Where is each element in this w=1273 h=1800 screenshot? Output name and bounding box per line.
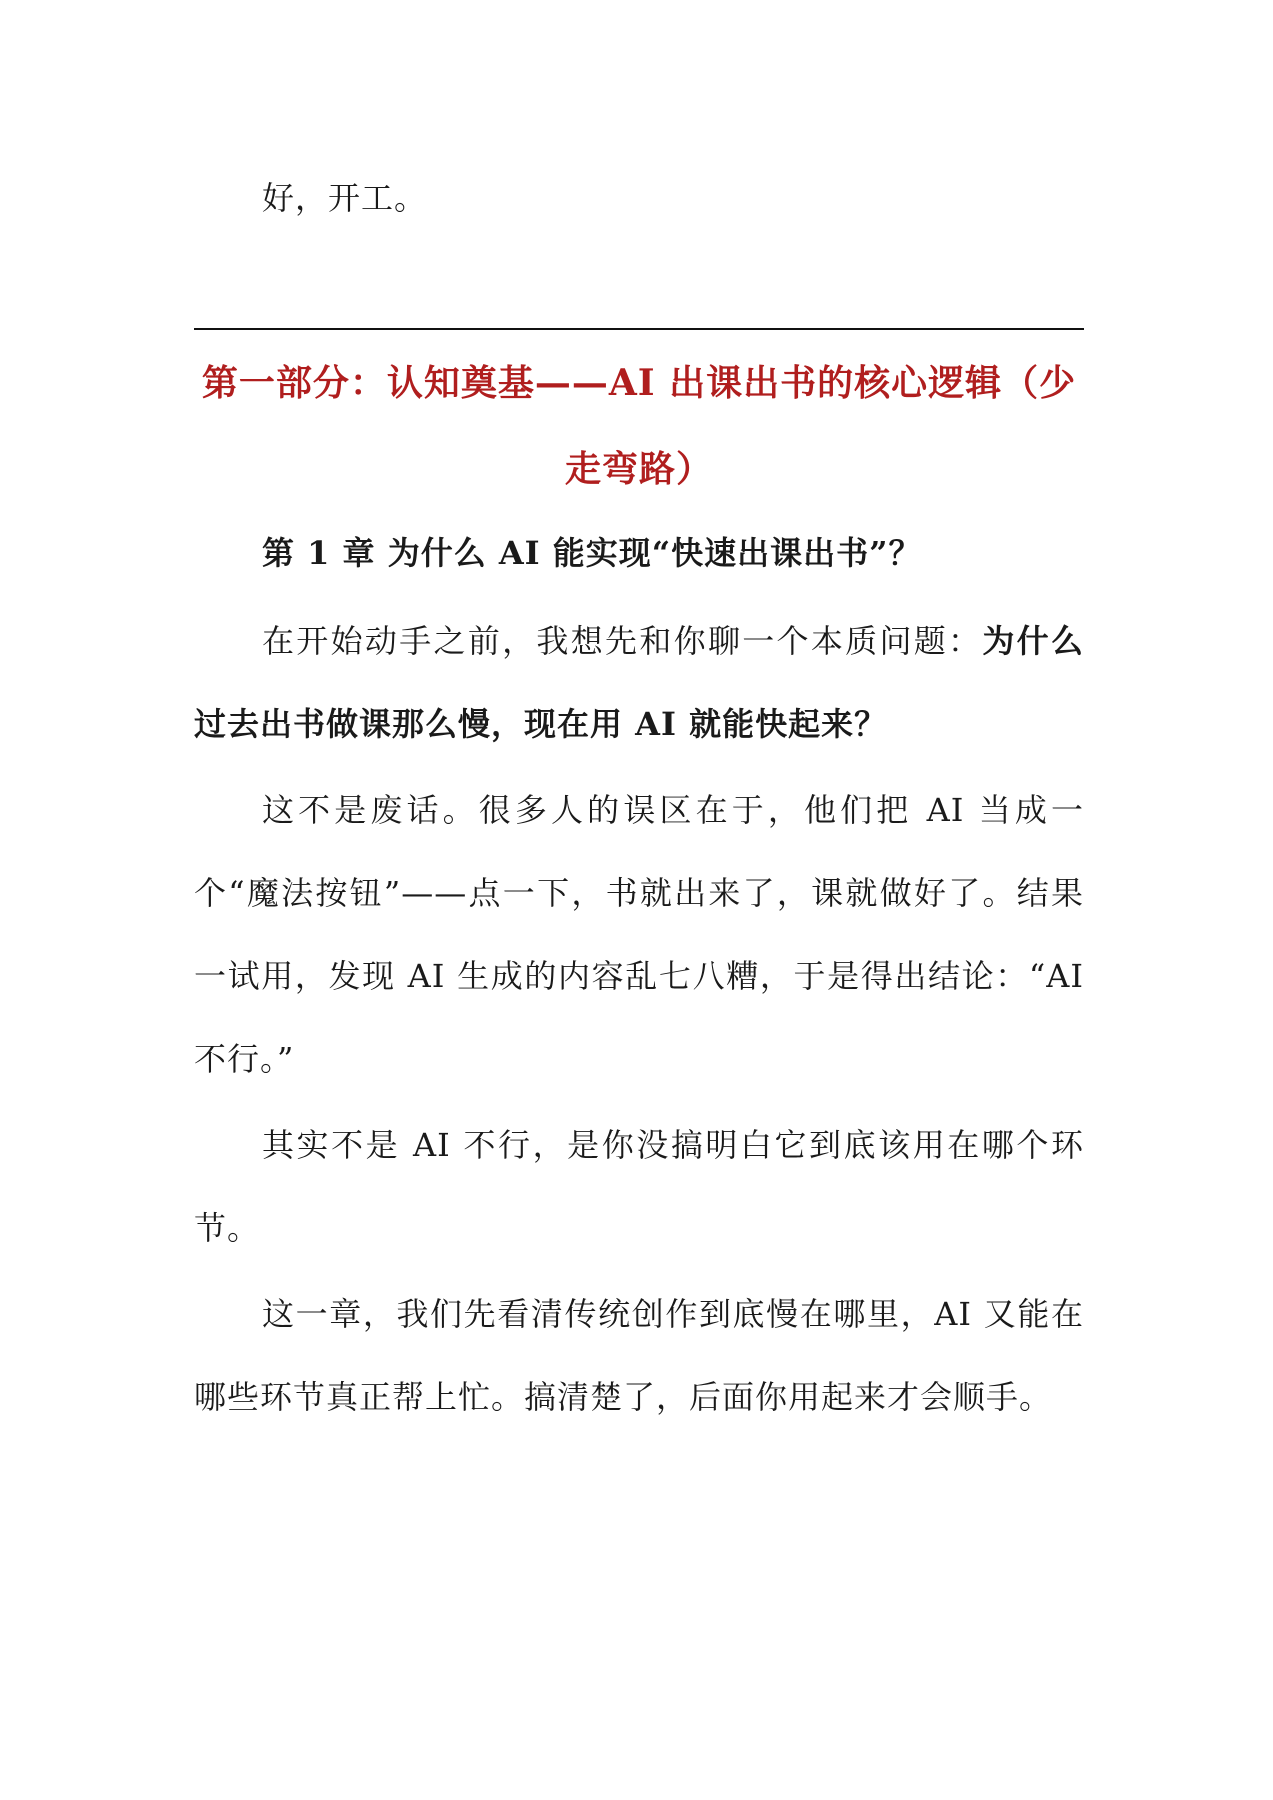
paragraph-4: 这一章，我们先看清传统创作到底慢在哪里，AI 又能在哪些环节真正帮上忙。搞清楚了，后面你用起来才会顺手。 (194, 1295, 1084, 1416)
paragraph-1-text: 在开始动手之前，我想先和你聊一个本质问题： (262, 622, 983, 660)
chapter-title: 第 1 章 为什么 AI 能实现“快速出课出书”？ (262, 534, 922, 572)
part-title: 第一部分：认知奠基——AI 出课出书的核心逻辑（少走弯路） (201, 362, 1077, 490)
paragraph-1-emphasis: 为什么过去出书做课那么慢，现在用 AI 就能快起来？ (194, 622, 1084, 743)
paragraph-3: 其实不是 AI 不行，是你没搞明白它到底该用在哪个环节。 (194, 1126, 1084, 1247)
chapter-body (194, 600, 1084, 1439)
opening-line: 好，开工。 (262, 179, 428, 217)
paragraph-1 (194, 600, 1084, 766)
section-divider (194, 328, 1084, 330)
paragraph-2: 这不是废话。很多人的误区在于，他们把 AI 当成一个“魔法按钮”——点一下，书就出来了，课就做好了。结果一试用，发现 AI 生成的内容乱七八糟，于是得出结论：“AI 不行。” (194, 791, 1084, 1078)
